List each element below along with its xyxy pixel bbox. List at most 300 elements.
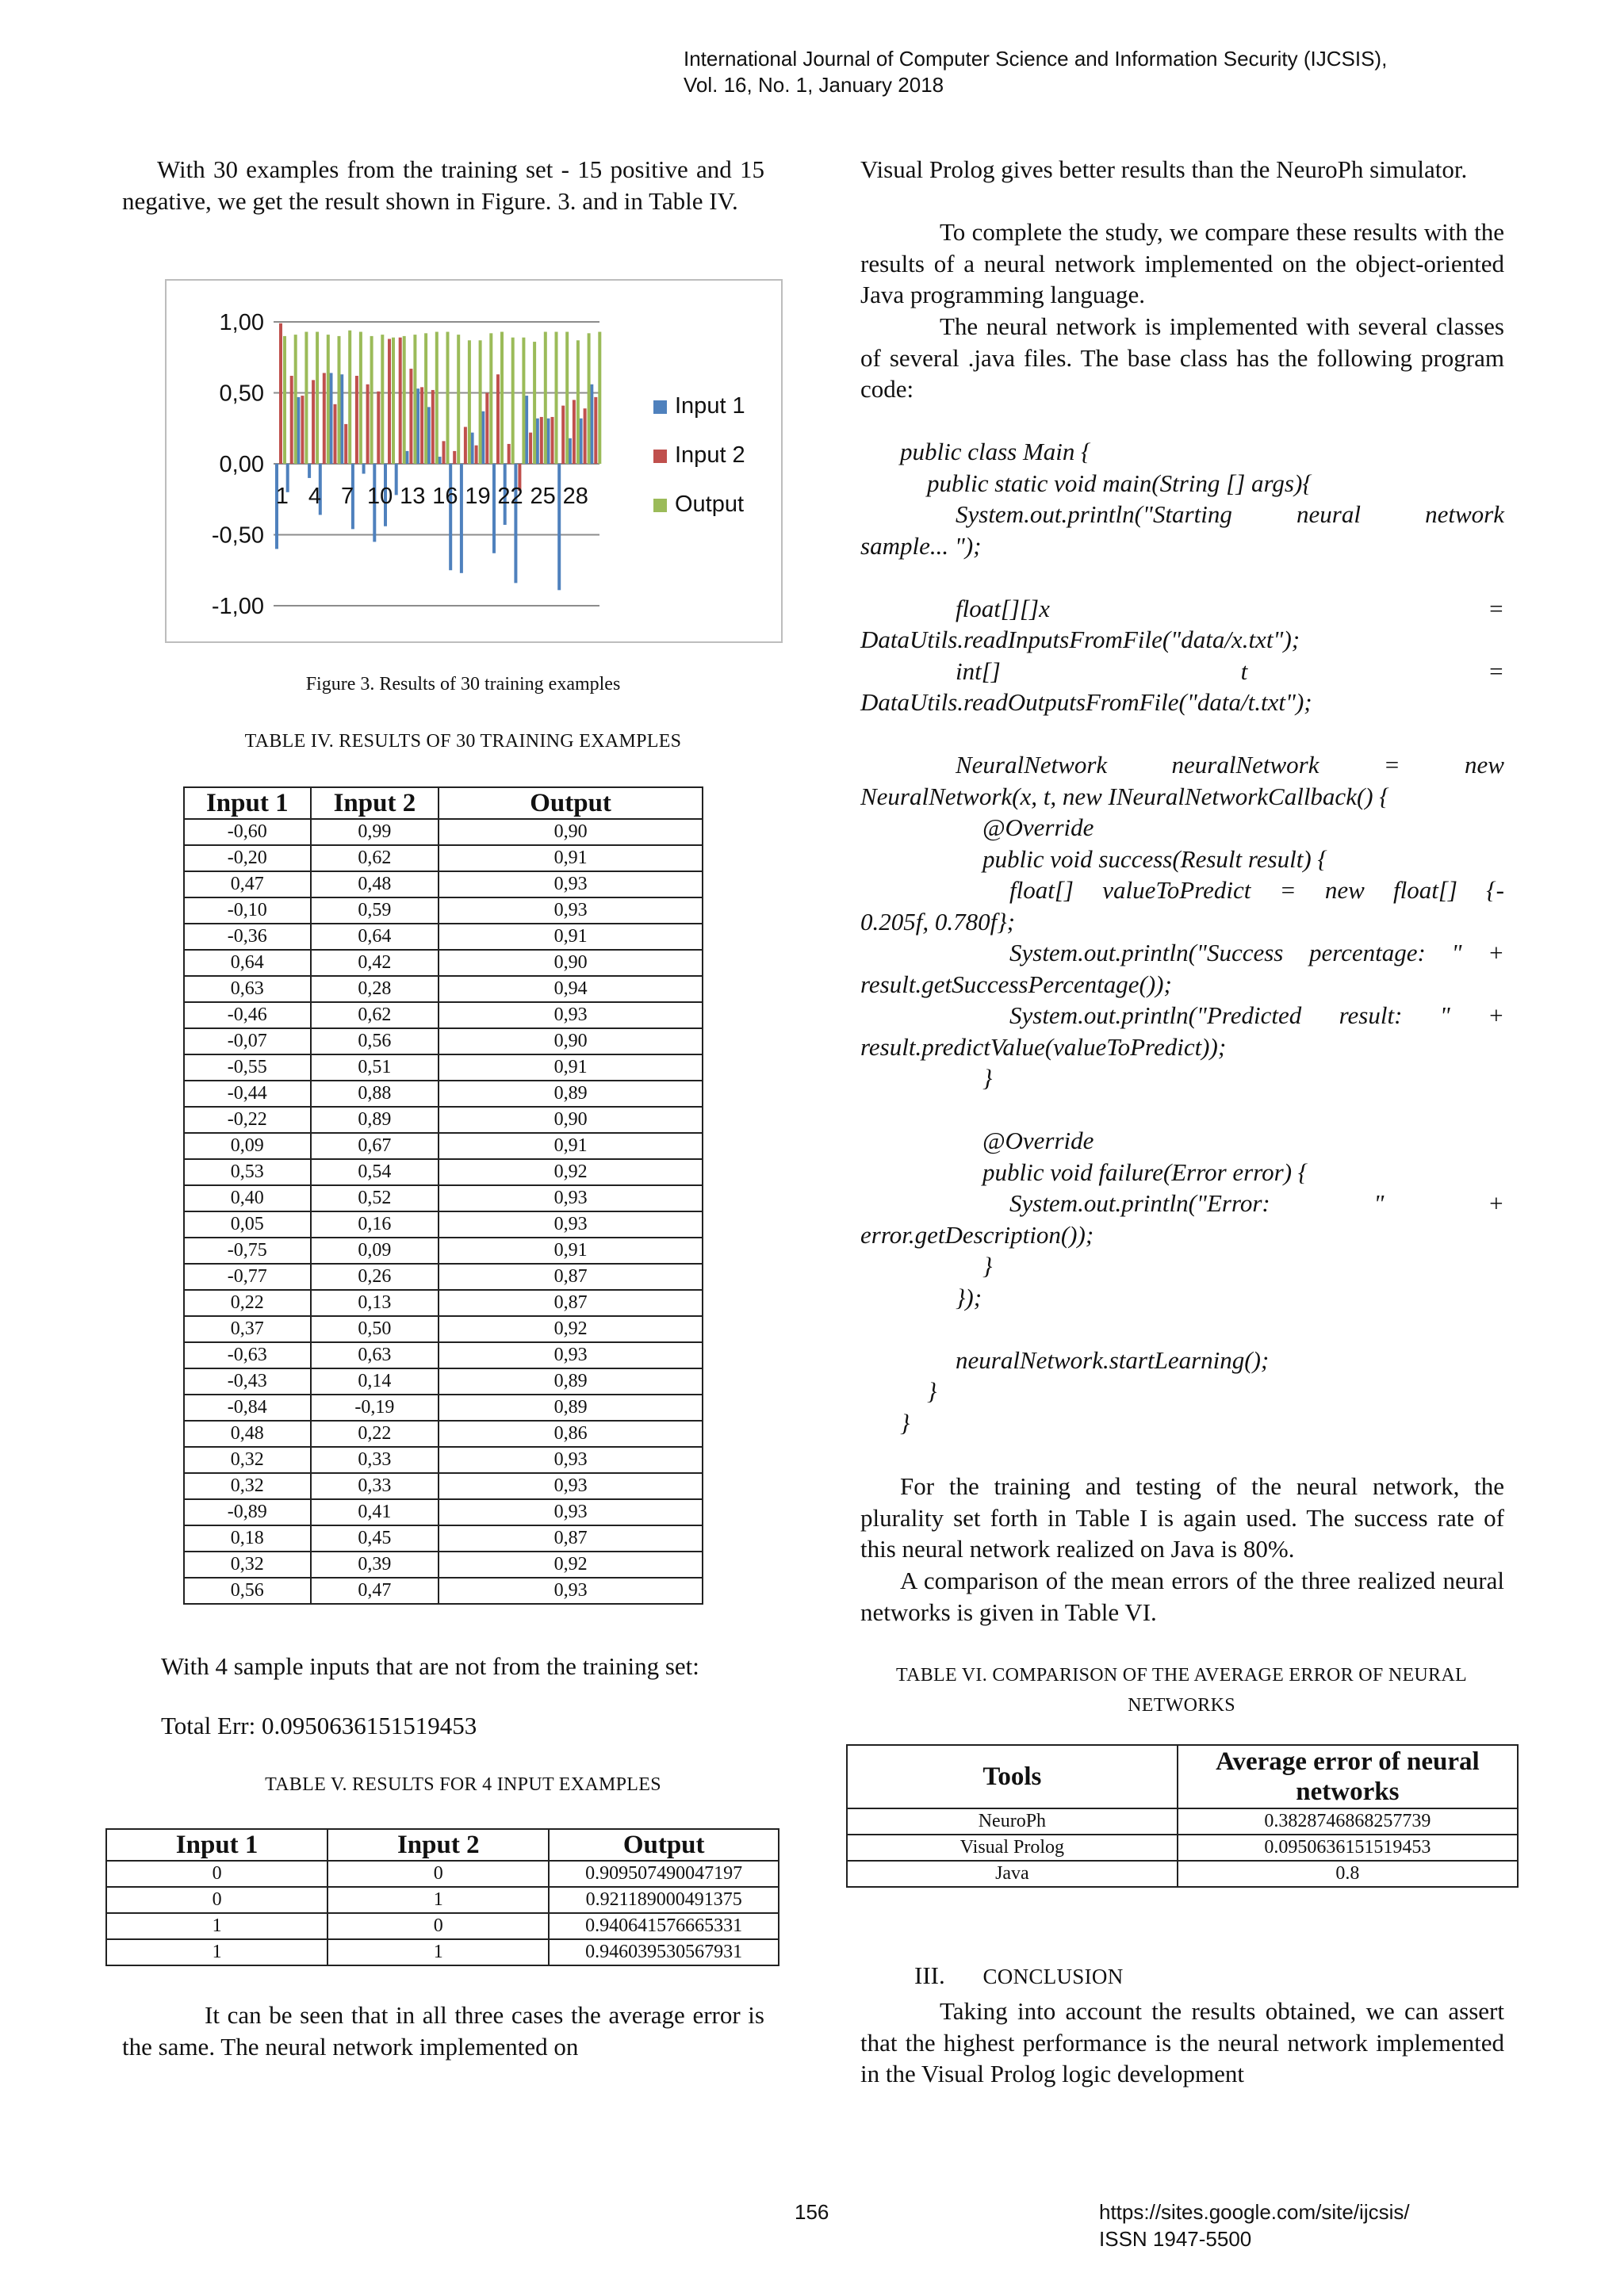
table-4-row [184, 1264, 703, 1290]
bar-input-2 [475, 446, 478, 464]
table-4-cell: 0,16 [311, 1211, 439, 1238]
code-line: public void success(Result result) { [982, 844, 1327, 873]
bar-input-2 [334, 404, 337, 464]
table-4-row [184, 1238, 703, 1264]
table-4-cell: 0,51 [311, 1054, 439, 1081]
bar-input-1 [439, 457, 442, 464]
table-4-cell: 0,93 [439, 1211, 703, 1238]
table-4-cell: 0,93 [439, 1185, 703, 1211]
bar-output [457, 335, 460, 464]
table-4-cell: 0,37 [184, 1316, 311, 1342]
table-4-cell: 0,86 [439, 1421, 703, 1447]
journal-header-line2: Vol. 16, No. 1, January 2018 [684, 73, 944, 97]
figure-3-chart [165, 279, 783, 643]
table-5-body [106, 1861, 779, 1965]
code-line: System.out.println("Error: " + [1009, 1189, 1504, 1217]
bar-input-1 [580, 419, 583, 464]
right-para-1: Visual Prolog gives better results than the NeuroPh simulator. [860, 155, 1468, 183]
table-6-row [847, 1835, 1518, 1861]
table-4-cell: 0,40 [184, 1185, 311, 1211]
table-4-cell: 0,22 [311, 1421, 439, 1447]
table-4-cell: -0,84 [184, 1395, 311, 1421]
bar-output [283, 336, 286, 464]
bar-input-1 [569, 438, 572, 464]
table-4-row [184, 1499, 703, 1525]
table-4-cell: -0,55 [184, 1054, 311, 1081]
table-4-row [184, 819, 703, 845]
bar-input-1 [492, 464, 496, 553]
table-4-row [184, 1081, 703, 1107]
table-4-row [184, 1028, 703, 1054]
table-4-row [184, 1473, 703, 1499]
y-tick-label: 0,50 [219, 381, 264, 407]
table-4-cell: -0,44 [184, 1081, 311, 1107]
table-4-cell: 0,67 [311, 1133, 439, 1159]
code-line: @Override [982, 1127, 1094, 1154]
bar-output [413, 335, 416, 464]
bar-input-2 [366, 385, 370, 464]
table-5-cell: 0 [327, 1913, 549, 1939]
table-4-cell: 0,22 [184, 1290, 311, 1316]
table-4-cell: 0,63 [311, 1342, 439, 1368]
conclusion-paragraph: Taking into account the results obtained, we can assert that the highest performance is the neural network implemented in the Visual Prolog logic development [860, 1997, 1504, 2087]
sample-inputs-text: With 4 sample inputs that are not from the training set: [161, 1652, 699, 1680]
bar-input-2 [377, 392, 380, 464]
bar-output [348, 331, 351, 464]
table-4-row [184, 1342, 703, 1368]
bar-input-2 [279, 323, 282, 464]
legend-swatch-input2 [653, 450, 667, 463]
bar-input-2 [529, 433, 532, 464]
table-4-cell: 0,92 [439, 1159, 703, 1185]
bar-output [327, 335, 330, 464]
bar-input-1 [308, 464, 311, 478]
y-tick-label: -0,50 [211, 522, 264, 549]
table-4-row [184, 924, 703, 950]
table-4-cell: -0,20 [184, 845, 311, 871]
journal-header [684, 46, 1556, 98]
bar-input-2 [584, 408, 587, 464]
bar-input-1 [395, 464, 398, 495]
table-4-cell: 0,90 [439, 819, 703, 845]
x-tick-label: 25 [530, 484, 556, 509]
bar-input-2 [464, 427, 467, 464]
table-4-cell: 0,93 [439, 1342, 703, 1368]
table-6-cell: Java [847, 1861, 1178, 1887]
table-4-cell: -0,10 [184, 897, 311, 924]
bar-output [544, 332, 547, 464]
table-4-cell: 0,88 [311, 1081, 439, 1107]
code-line: float[] valueToPredict = new float[] {- [1009, 876, 1504, 904]
x-tick-label: 22 [497, 484, 523, 509]
table-4-row [184, 1395, 703, 1421]
intro-paragraph: With 30 examples from the training set - 15 positive and 15 negative, we get the result shown in Figure. 3. and in Table IV. [122, 155, 764, 215]
table-4-cell: 0,93 [439, 1473, 703, 1499]
table-5-row [106, 1887, 779, 1913]
table-4-cell: 0,64 [184, 950, 311, 976]
bar-input-2 [508, 444, 511, 464]
bar-output [338, 336, 341, 464]
table-4-cell: -0,07 [184, 1028, 311, 1054]
table-5-cell: 0.946039530567931 [549, 1939, 779, 1965]
table-4-row [184, 1316, 703, 1342]
table-4-cell: 0,09 [184, 1133, 311, 1159]
table-6-cell: 0.0950636151519453 [1178, 1835, 1518, 1861]
table-4-cell: 0,93 [439, 1499, 703, 1525]
code-line: sample... "); [860, 531, 982, 560]
table-4-cell: 0,47 [184, 871, 311, 897]
table-6-header-row [847, 1745, 1518, 1808]
bar-input-1 [340, 374, 343, 464]
table-4-row [184, 1133, 703, 1159]
bar-input-1 [481, 411, 485, 464]
table-6-cell: 0.3828746868257739 [1178, 1808, 1518, 1835]
table-4-body [184, 819, 703, 1604]
closing-paragraph: It can be seen that in all three cases the average error is the same. The neural network implemented on [122, 2001, 764, 2061]
table-5-cell: 0.921189000491375 [549, 1887, 779, 1913]
table-4-cell: -0,89 [184, 1499, 311, 1525]
x-tick-label: 10 [367, 484, 393, 509]
table-4-cell: 0,90 [439, 1028, 703, 1054]
code-line: System.out.println("Predicted result: " + [1009, 1001, 1504, 1029]
table-4-cell: 0,42 [311, 950, 439, 976]
table-4-cell: 0,91 [439, 1054, 703, 1081]
code-blank [860, 718, 1504, 750]
table-4-cell: 0,93 [439, 1447, 703, 1473]
table-4-cell: 0,89 [439, 1395, 703, 1421]
table-4-caption: TABLE IV. RESULTS OF 30 TRAINING EXAMPLES [244, 731, 682, 752]
bar-input-2 [399, 338, 402, 464]
table-4-cell: 0,89 [439, 1081, 703, 1107]
legend-item-input1 [653, 393, 745, 442]
table-4-cell: 0,89 [311, 1107, 439, 1133]
bar-input-1 [297, 397, 300, 464]
table-4-cell: -0,43 [184, 1368, 311, 1395]
table-6-header-tools: Tools [847, 1745, 1178, 1808]
figure-3-caption: Figure 3. Results of 30 training examples [305, 674, 621, 695]
table-6-caption-line2: NETWORKS [1128, 1695, 1235, 1716]
code-line: public static void main(String [] args){ [927, 469, 1312, 497]
table-4-cell: 0,91 [439, 924, 703, 950]
table-6-cell: NeuroPh [847, 1808, 1178, 1835]
table-4-row [184, 976, 703, 1002]
bar-input-2 [420, 387, 423, 464]
table-4-cell: 0,52 [311, 1185, 439, 1211]
table-4-row [184, 1290, 703, 1316]
table-5-cell: 1 [327, 1939, 549, 1965]
table-4-cell: 0,53 [184, 1159, 311, 1185]
x-tick-label: 19 [465, 484, 491, 509]
table-4-cell: 0,62 [311, 845, 439, 871]
journal-header-line1: International Journal of Computer Science and Information Security (IJCSIS), [684, 47, 1388, 71]
legend [653, 393, 745, 541]
code-line: System.out.println("Success percentage: " + [1009, 939, 1504, 966]
table-4-cell: -0,46 [184, 1002, 311, 1028]
table-4-row [184, 897, 703, 924]
code-line: NeuralNetwork neuralNetwork = new [956, 751, 1504, 779]
bar-output [500, 332, 504, 464]
table-4-cell: 0,54 [311, 1159, 439, 1185]
table-4-cell: 0,09 [311, 1238, 439, 1264]
table-4-cell: 0,48 [311, 871, 439, 897]
section-heading [914, 1961, 1124, 1990]
right-para-4: For the training and testing of the neural network, the plurality set forth in Table I is again used. The success rate of this neural network realized on Java is 80%. [860, 1472, 1504, 1563]
table-4 [183, 786, 703, 1605]
table-5-cell: 1 [106, 1913, 327, 1939]
table-4-cell: 0,56 [184, 1578, 311, 1604]
bar-input-1 [405, 451, 408, 464]
code-blank [860, 1094, 1504, 1126]
table-4-row [184, 1107, 703, 1133]
total-error-text: Total Err: 0.0950636151519453 [161, 1712, 477, 1739]
bar-input-2 [442, 441, 446, 464]
bar-output [370, 336, 373, 464]
x-tick-label: 16 [432, 484, 458, 509]
table-4-cell: 0,93 [439, 871, 703, 897]
table-4-cell: 0,91 [439, 845, 703, 871]
bar-input-2 [323, 373, 326, 464]
table-4-row [184, 950, 703, 976]
code-line: } [927, 1377, 937, 1405]
bar-output [576, 340, 580, 464]
right-para-5: A comparison of the mean errors of the three realized neural networks is given in Table VI. [860, 1567, 1504, 1626]
code-line: neuralNetwork.startLearning(); [956, 1345, 1270, 1374]
table-4-cell: 0,28 [311, 976, 439, 1002]
x-tick-label: 28 [562, 484, 588, 509]
table-4-cell: 0,32 [184, 1447, 311, 1473]
bar-input-1 [330, 373, 333, 464]
bar-input-2 [301, 396, 304, 464]
table-5-header-row [106, 1829, 779, 1861]
bar-output [555, 332, 558, 464]
table-4-cell: 0,87 [439, 1264, 703, 1290]
bar-input-2 [431, 390, 435, 464]
table-5-header-output: Output [549, 1829, 779, 1861]
table-4-row [184, 845, 703, 871]
code-line: float[][]x = [956, 594, 1504, 622]
table-4-row [184, 1054, 703, 1081]
code-line: DataUtils.readInputsFromFile("data/x.txt"); [860, 626, 1300, 653]
bar-input-1 [557, 464, 561, 590]
code-line: }); [956, 1283, 982, 1311]
code-line: public void failure(Error error) { [982, 1158, 1308, 1186]
table-4-cell: 0,91 [439, 1238, 703, 1264]
table-4-cell: 0,93 [439, 1002, 703, 1028]
code-line: result.getSuccessPercentage()); [860, 970, 1172, 998]
bar-output [294, 335, 297, 464]
bar-output [392, 338, 395, 464]
table-4-cell: -0,63 [184, 1342, 311, 1368]
table-4-cell: 0,05 [184, 1211, 311, 1238]
bar-input-1 [590, 385, 593, 464]
table-4-cell: 0,13 [311, 1290, 439, 1316]
table-6-header-error: Average error of neural networks [1178, 1745, 1518, 1808]
table-5-caption: TABLE V. RESULTS FOR 4 INPUT EXAMPLES [265, 1774, 661, 1795]
right-para-2: To complete the study, we compare these results with the results of a neural network implemented on the object-oriented Java programming language. [860, 218, 1504, 308]
table-5-cell: 0 [106, 1887, 327, 1913]
bar-output [511, 338, 515, 464]
code-line: NeuralNetwork(x, t, new INeuralNetworkCallback() { [860, 782, 1389, 810]
bar-output [403, 336, 406, 464]
table-6-row [847, 1808, 1518, 1835]
table-4-cell: -0,60 [184, 819, 311, 845]
table-4-cell: 0,94 [439, 976, 703, 1002]
table-4-cell: 0,50 [311, 1316, 439, 1342]
bar-output [304, 332, 308, 464]
table-4-cell: 0,62 [311, 1002, 439, 1028]
code-line: DataUtils.readOutputsFromFile("data/t.txt"); [860, 688, 1312, 716]
table-4-header-input2: Input 2 [311, 787, 439, 819]
code-line: } [900, 1408, 910, 1437]
table-4-cell: 0,87 [439, 1290, 703, 1316]
footer-issn: ISSN 1947-5500 [1099, 2227, 1252, 2251]
bar-output [479, 340, 482, 464]
table-4-header-input1: Input 1 [184, 787, 311, 819]
bar-input-2 [540, 417, 543, 464]
table-5 [105, 1828, 779, 1966]
table-4-cell: 0,45 [311, 1525, 439, 1552]
y-tick-label: 0,00 [219, 452, 264, 477]
legend-item-input2 [653, 442, 745, 492]
code-line: } [982, 1064, 993, 1092]
table-4-row [184, 1002, 703, 1028]
java-code-block [860, 436, 1504, 1438]
bar-input-1 [362, 464, 366, 474]
table-4-cell: -0,77 [184, 1264, 311, 1290]
x-tick-label: 7 [340, 484, 354, 509]
legend-label-input2: Input 2 [675, 442, 745, 468]
table-4-cell: 0,90 [439, 950, 703, 976]
bar-output [489, 333, 492, 464]
table-4-cell: 0,89 [439, 1368, 703, 1395]
bar-input-1 [471, 433, 474, 464]
table-4-cell: 0,63 [184, 976, 311, 1002]
bar-output [522, 338, 525, 464]
table-4-cell: -0,75 [184, 1238, 311, 1264]
table-4-cell: 0,26 [311, 1264, 439, 1290]
table-4-cell: -0,36 [184, 924, 311, 950]
bar-output [598, 332, 601, 464]
table-4-cell: 0,39 [311, 1552, 439, 1578]
table-5-cell: 0.909507490047197 [549, 1861, 779, 1887]
table-4-row [184, 871, 703, 897]
code-line: 0.205f, 0.780f}; [860, 907, 1015, 936]
table-4-row [184, 1525, 703, 1552]
bar-input-1 [416, 388, 419, 464]
table-6-caption-line1: TABLE VI. COMPARISON OF THE AVERAGE ERROR OF NEURAL [896, 1665, 1467, 1686]
bar-input-1 [536, 419, 539, 464]
bar-output [424, 333, 427, 464]
table-4-cell: 0,47 [311, 1578, 439, 1604]
bar-input-2 [312, 380, 315, 464]
bar-output [446, 332, 450, 464]
code-line: error.getDescription()); [860, 1220, 1094, 1249]
table-4-cell: 0,14 [311, 1368, 439, 1395]
table-4-row [184, 1578, 703, 1604]
table-4-cell: 0,41 [311, 1499, 439, 1525]
table-4-cell: 0,87 [439, 1525, 703, 1552]
code-line: @Override [982, 813, 1094, 841]
table-4-cell: 0,48 [184, 1421, 311, 1447]
bar-input-2 [594, 397, 597, 464]
bar-output [316, 332, 319, 464]
x-tick-label: 13 [400, 484, 426, 509]
bar-input-2 [561, 406, 565, 464]
table-6-caption [841, 1660, 1522, 1720]
bar-input-1 [547, 419, 550, 464]
table-5-cell: 0 [327, 1861, 549, 1887]
table-6-cell: Visual Prolog [847, 1835, 1178, 1861]
bar-input-1 [460, 464, 463, 573]
table-5-cell: 1 [327, 1887, 549, 1913]
section-title: CONCLUSION [982, 1965, 1124, 1988]
x-tick-label: 1 [275, 484, 289, 509]
table-4-cell: 0,33 [311, 1473, 439, 1499]
code-line: int[] t = [956, 656, 1504, 685]
bar-input-2 [551, 417, 554, 464]
table-5-cell: 1 [106, 1939, 327, 1965]
bar-output [435, 332, 439, 464]
bar-output [359, 332, 362, 464]
table-4-cell: 0,56 [311, 1028, 439, 1054]
bar-input-2 [290, 376, 293, 464]
table-4-cell: 0,99 [311, 819, 439, 845]
legend-label-output: Output [675, 492, 745, 517]
table-5-cell: 0.940641576665331 [549, 1913, 779, 1939]
table-4-row [184, 1185, 703, 1211]
right-para-3: The neural network is implemented with several classes of several .java files. The base class has the following program code: [860, 312, 1504, 403]
table-4-cell: 0,59 [311, 897, 439, 924]
bar-input-2 [409, 369, 412, 464]
table-5-row [106, 1861, 779, 1887]
code-blank [860, 561, 1504, 593]
table-4-cell: 0,92 [439, 1552, 703, 1578]
table-4-cell: 0,64 [311, 924, 439, 950]
bar-input-2 [388, 339, 391, 464]
legend-swatch-output [653, 499, 667, 512]
legend-label-input1: Input 1 [675, 393, 745, 419]
bar-input-2 [573, 400, 576, 464]
table-6-row [847, 1861, 1518, 1887]
bar-input-1 [427, 407, 431, 464]
x-tick-label: 4 [308, 484, 322, 509]
table-4-cell: -0,22 [184, 1107, 311, 1133]
table-6 [846, 1744, 1519, 1888]
bar-output [533, 342, 536, 464]
table-4-row [184, 1552, 703, 1578]
bar-input-2 [496, 374, 500, 464]
table-4-header-output: Output [439, 787, 703, 819]
table-4-cell: 0,93 [439, 1578, 703, 1604]
y-tick-label: 1,00 [219, 310, 264, 335]
bar-input-2 [355, 376, 358, 464]
table-6-body [847, 1808, 1518, 1887]
y-tick-label: -1,00 [211, 594, 264, 619]
table-4-cell: 0,93 [439, 897, 703, 924]
code-line: System.out.println("Starting neural network [956, 500, 1504, 528]
table-4-row [184, 1368, 703, 1395]
table-5-header-input2: Input 2 [327, 1829, 549, 1861]
table-4-cell: 0,33 [311, 1447, 439, 1473]
table-5-cell: 0 [106, 1861, 327, 1887]
table-4-cell: 0,91 [439, 1133, 703, 1159]
legend-swatch-input1 [653, 400, 667, 414]
footer-url: https://sites.google.com/site/ijcsis/ [1099, 2200, 1410, 2224]
table-5-row [106, 1913, 779, 1939]
code-line: public class Main { [900, 438, 1091, 465]
legend-item-output [653, 492, 745, 541]
bar-input-2 [344, 424, 347, 464]
